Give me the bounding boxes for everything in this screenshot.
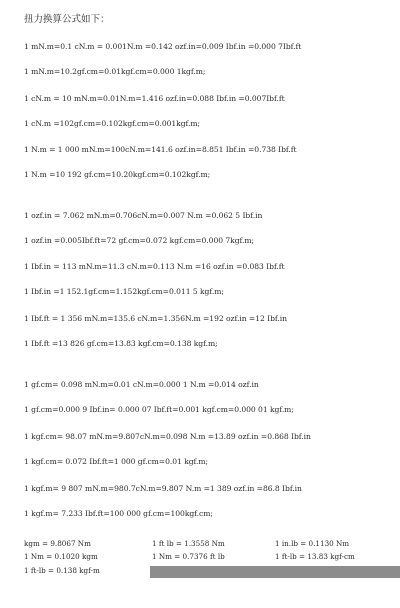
formula-line: 1 gf.cm=0.000 9 Ibf.in= 0.000 07 Ibf.ft=0.001 kgf.cm=0.000 01 kgf.m; — [24, 405, 294, 414]
formula-line: 1 cN.m =102gf.cm=0.102kgf.cm=0.001kgf.m; — [24, 119, 201, 128]
formula-line: 1 kgf.m= 9 807 mN.m=980.7cN.m=9.807 N.m =1 389 ozf.in =86.8 Ibf.in — [24, 484, 302, 493]
formula-line: 1 gf.cm= 0.098 mN.m=0.01 cN.m=0.000 1 N.m =0.014 ozf.in — [24, 380, 259, 389]
conversion-cell: 1 ft-lb = 13.83 kgf-cm — [275, 552, 355, 561]
formula-line: 1 kgf.cm= 0.072 Ibf.ft=1 000 gf.cm=0.01 kgf.m; — [24, 457, 209, 466]
page-title: 扭力换算公式如下： — [24, 14, 110, 25]
formula-line: 1 Ibf.in = 113 mN.m=11.3 cN.m=0.113 N.m =16 ozf.in =0.083 Ibf.ft — [24, 262, 285, 271]
gray-bar — [150, 566, 400, 578]
formula-line: 1 kgf.m= 7.233 Ibf.ft=100 000 gf.cm=100kgf.cm; — [24, 509, 213, 518]
formula-line: 1 Ibf.ft =13 826 gf.cm=13.83 kgf.cm=0.138 kgf.m; — [24, 339, 218, 348]
formula-line: 1 N.m = 1 000 mN.m=100cN.m=141.6 ozf.in=8.851 Ibf.in =0.738 Ibf.ft — [24, 145, 297, 154]
conversion-cell: 1 ft-lb = 0.138 kgf-m — [24, 566, 100, 575]
formula-line: 1 N.m =10 192 gf.cm=10.20kgf.cm=0.102kgf.m; — [24, 170, 211, 179]
formula-line: 1 Ibf.ft = 1 356 mN.m=135.6 cN.m=1.356N.m =192 ozf.in =12 Ibf.in — [24, 314, 287, 323]
formula-line: 1 kgf.cm= 98.07 mN.m=9.807cN.m=0.098 N.m =13.89 ozf.in =0.868 Ibf.in — [24, 432, 311, 441]
formula-line: 1 cN.m = 10 mN.m=0.01N.m=1.416 ozf.in=0.088 Ibf.in =0.007Ibf.ft — [24, 94, 285, 103]
formula-line: 1 mN.m=0.1 cN.m = 0.001N.m =0.142 ozf.in=0.009 Ibf.in =0.000 7Ibf.ft — [24, 42, 302, 51]
conversion-cell: 1 ft lb = 1.3558 Nm — [152, 539, 225, 548]
conversion-cell: 1 Nm = 0.1020 kgm — [24, 552, 98, 561]
conversion-cell: 1 in.lb = 0.1130 Nm — [275, 539, 350, 548]
conversion-cell: 1 Nm = 0.7376 ft lb — [152, 552, 225, 561]
formula-line: 1 ozf.in =0.005Ibf.ft=72 gf.cm=0.072 kgf.cm=0.000 7kgf.m; — [24, 236, 255, 245]
formula-line: 1 Ibf.in =1 152.1gf.cm=1.152kgf.cm=0.011 5 kgf.m; — [24, 287, 224, 296]
formula-line: 1 ozf.in = 7.062 mN.m=0.706cN.m=0.007 N.m =0.062 5 Ibf.in — [24, 211, 263, 220]
conversion-cell: kgm = 9.8067 Nm — [24, 539, 91, 548]
formula-line: 1 mN.m=10.2gf.cm=0.01kgf.cm=0.000 1kgf.m; — [24, 67, 206, 76]
